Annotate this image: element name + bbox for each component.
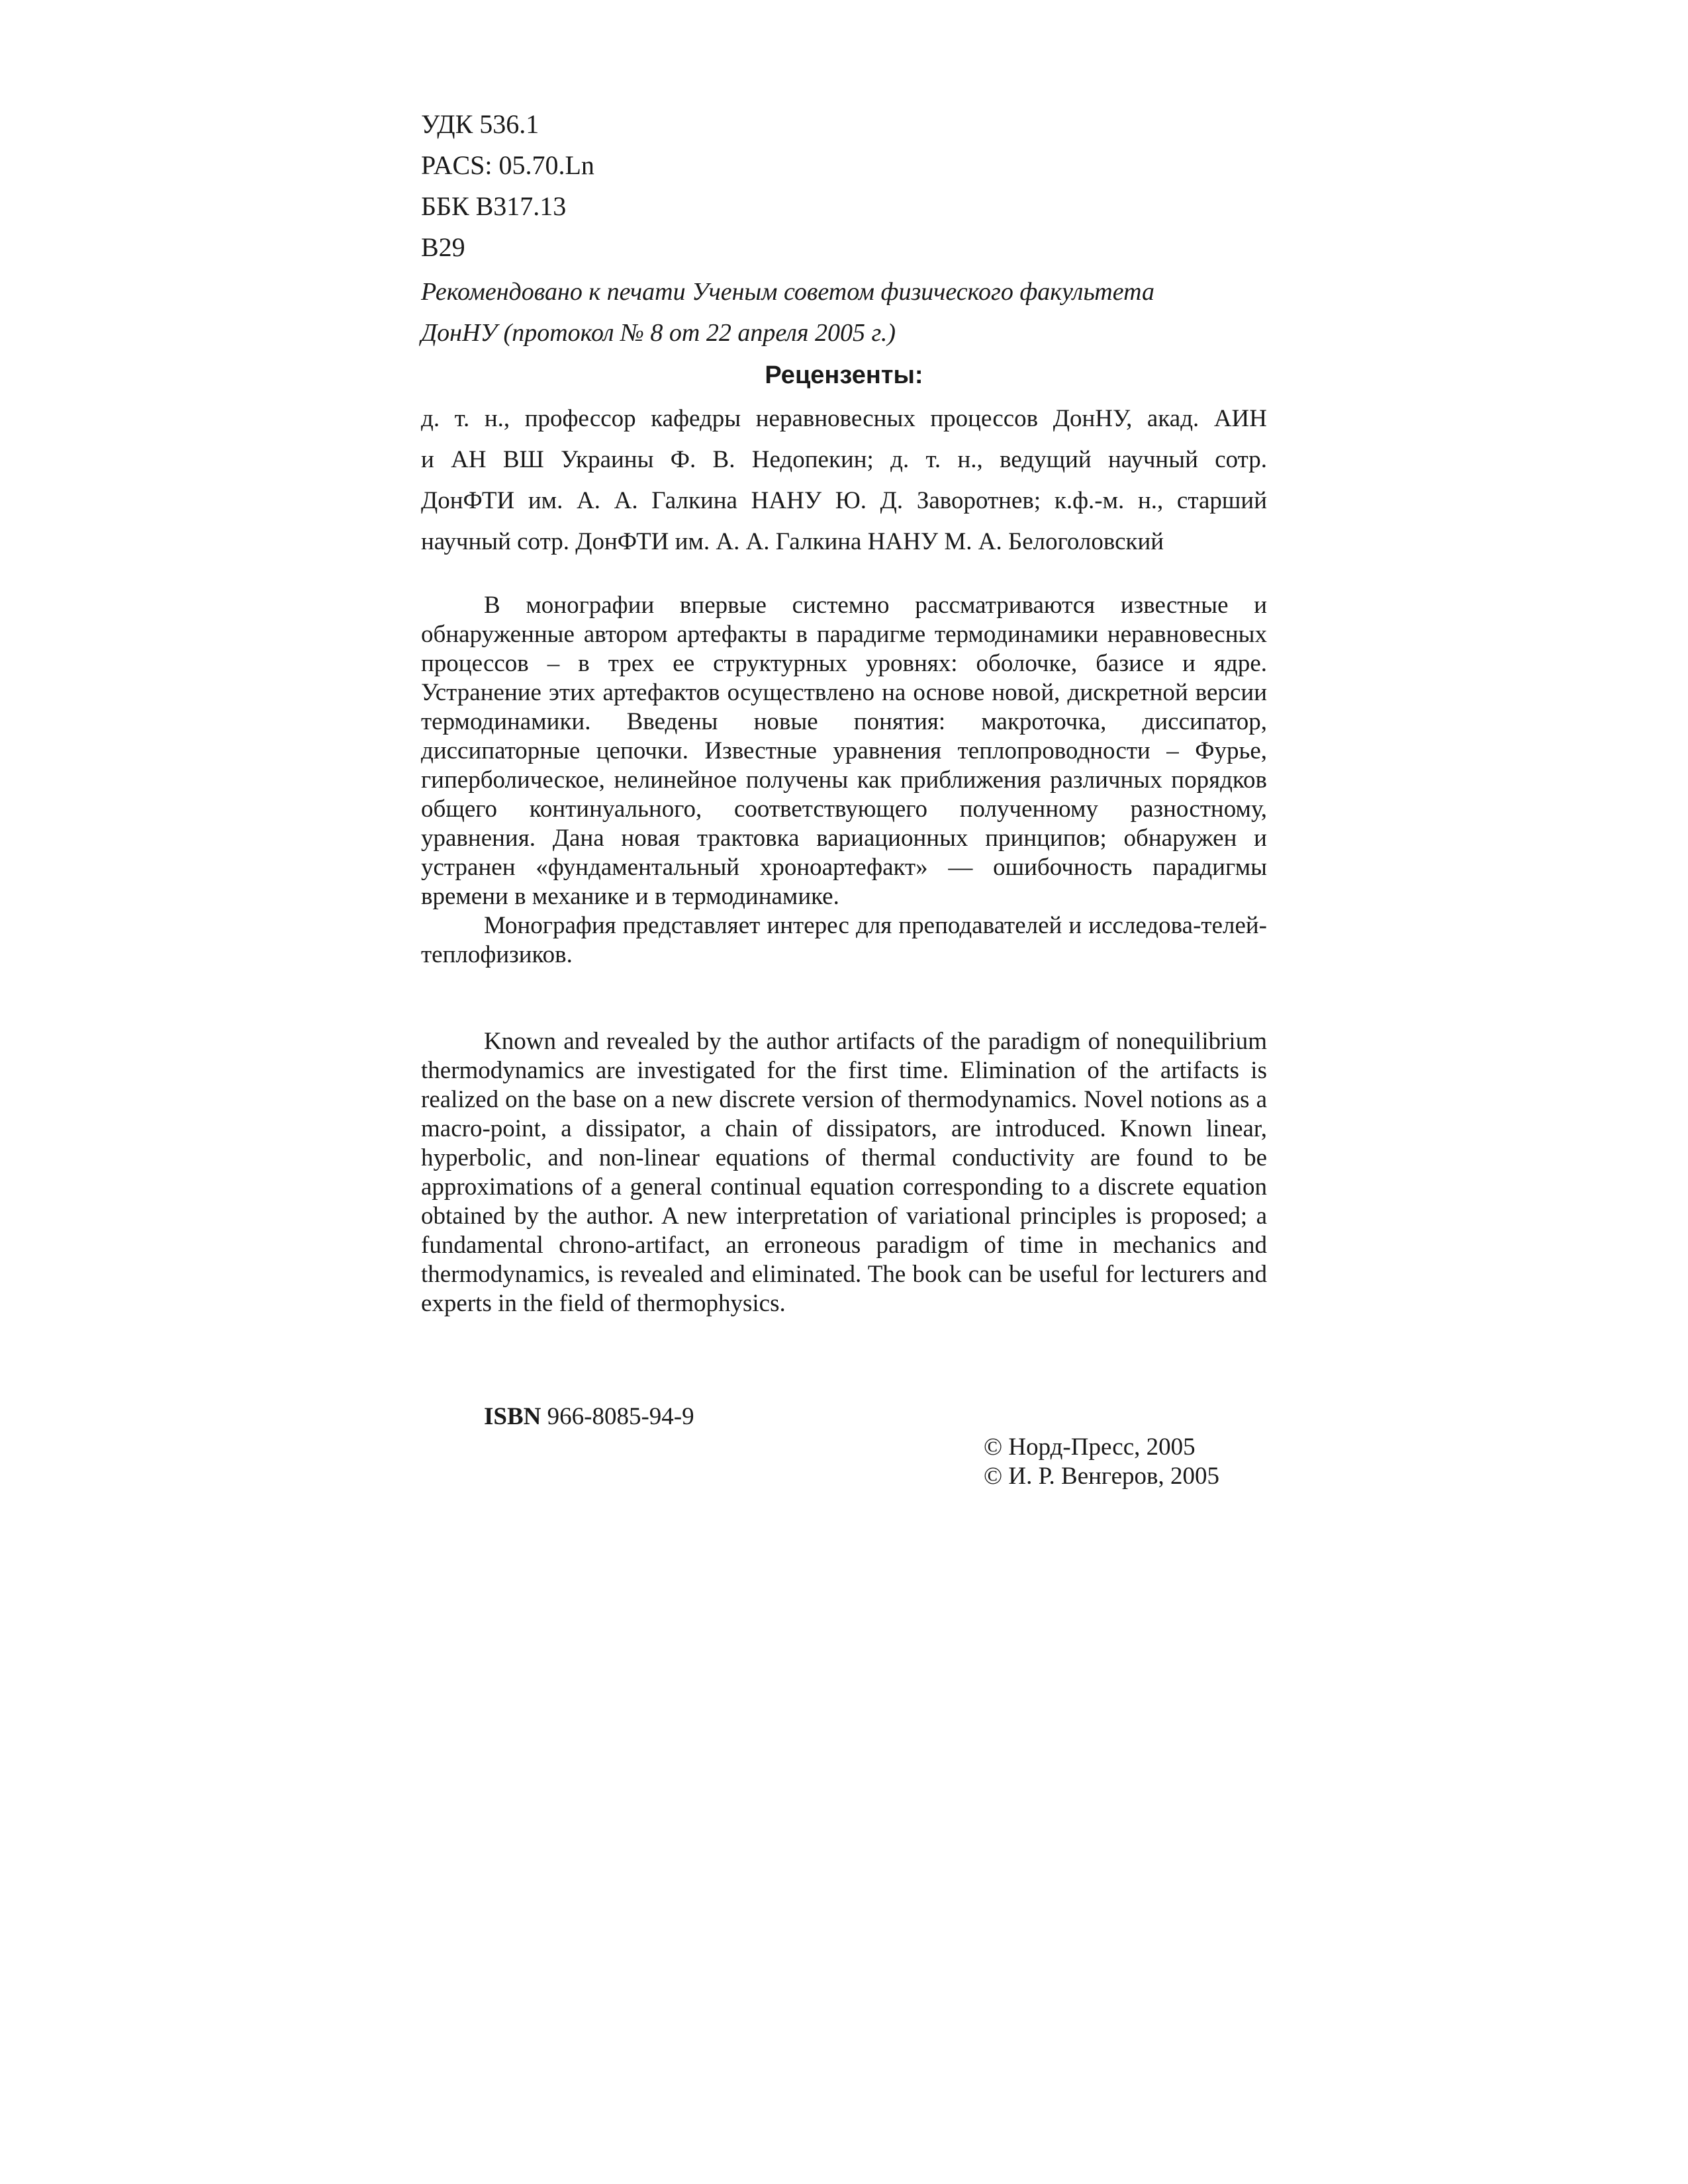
isbn [484,1404,694,1429]
reviewer-line: д. т. н., профессор кафедры неравновесных процессов ДонНУ, акад. АИН [421,405,1267,432]
abstract-russian [421,591,1267,970]
reviewer-line: ДонФТИ им. А. А. Галкина НАНУ Ю. Д. Заворотнев; к.ф.-м. н., старший [421,487,1267,514]
reviewer-line: научный сотр. ДонФТИ им. А. А. Галкина НАНУ М. А. Белоголовский [421,528,1164,555]
abstract-en-paragraph: Known and revealed by the author artifacts of the paradigm of nonequilibrium thermodynamics are investigated for the first time. Elimination of the artifacts is realized on the base on a new discrete version of thermodynamics. Novel notions as a macro-point, a dissipator, a chain of dissipators, are introduced. Known linear, hyperbolic, and non-linear equations of thermal conductivity are found to be approximations of a general continual equation corresponding to a discrete equation obtained by the author. A new interpretation of variational principles is proposed; a fundamental chrono-artifact, an erroneous paradigm of time in mechanics and thermodynamics, is revealed and eliminated. The book can be useful for lecturers and experts in the field of thermophysics. [421,1028,1267,1317]
abstract-ru-paragraph: В монографии впервые системно рассматриваются известные и обнаруженные автором артефакты в парадигме термодинамики неравновесных процессов – в трех ее структурных уровнях: оболочке, базисе и ядре. Устранение этих артефактов осуществлено на основе новой, дискретной версии термодинамики. Введены новые понятия: макроточка, диссипатор, диссипаторные цепочки. Известные уравнения теплопроводности – Фурье, гиперболическое, нелинейное получены как приближения различных порядков общего континуального, соответствующего полученному разностному, уравнения. Дана новая трактовка вариационных принципов; обнаружен и устранен «фундаментальный хроноартефакт» — ошибочность парадигмы времени в механике и в термодинамике. [421,592,1267,910]
reviewer-line: и АН ВШ Украины Ф. В. Недопекин; д. т. н., ведущий научный сотр. [421,446,1267,473]
bbk-code: ББК В317.13 [421,191,567,221]
abstract-english [421,1027,1267,1318]
recommendation-line-2: ДонНУ (протокол № 8 от 22 апреля 2005 г.) [421,319,896,347]
isbn-label: ISBN [484,1403,541,1430]
recommendation-line-1: Рекомендовано к печати Ученым советом физического факультета [421,278,1154,306]
copyright-publisher: © Норд-Пресс, 2005 [984,1433,1196,1461]
pacs-code: PACS: 05.70.Ln [421,150,594,180]
udk-code: УДК 536.1 [421,109,539,139]
abstract-ru-paragraph: Монография представляет интерес для преподавателей и исследова-телей-теплофизиков. [421,912,1267,968]
isbn-number: 966-8085-94-9 [547,1403,694,1430]
copyright-author: © И. Р. Венгеров, 2005 [984,1463,1220,1490]
reviewers-heading: Рецензенты: [765,361,923,389]
author-index-code: В29 [421,232,465,262]
